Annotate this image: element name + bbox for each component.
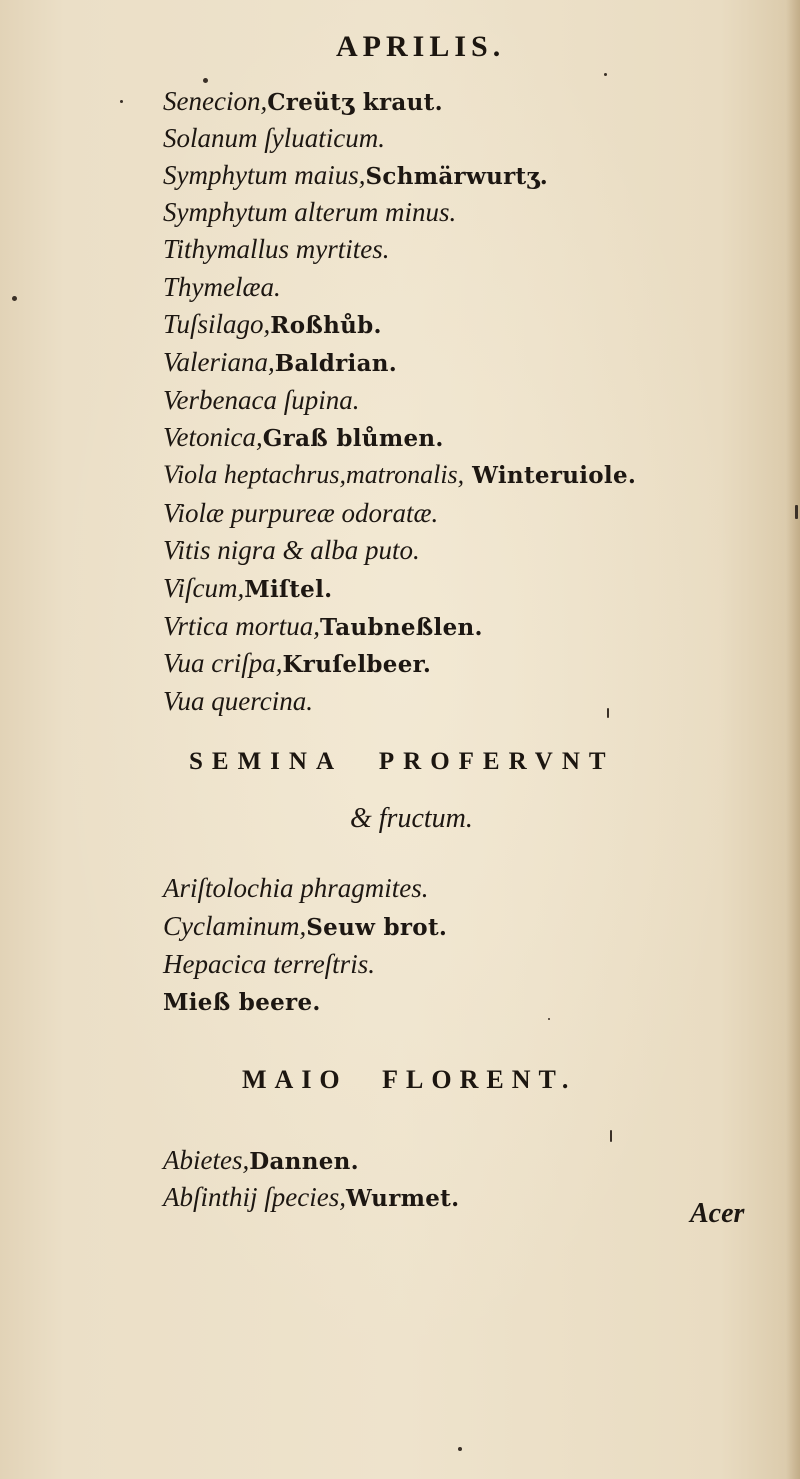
plant-entry <box>163 268 281 306</box>
subheading-text: & fructum. <box>350 803 473 834</box>
latin-name: Viola heptachrus,matronalis, <box>163 460 465 489</box>
running-title: APRILIS. <box>336 30 506 63</box>
plant-entry <box>163 607 483 645</box>
german-name: Creütʒ kraut. <box>267 89 443 116</box>
section-heading-semina: SEMINA PROFERVNT <box>189 748 615 775</box>
plant-entry <box>163 82 443 120</box>
ink-speck <box>604 73 607 76</box>
latin-name: Ariſtolochia phragmites. <box>163 873 429 903</box>
german-name: Miſtel. <box>244 576 333 603</box>
latin-name: Hepacica terreſtris. <box>163 949 375 979</box>
latin-name: Abietes, <box>163 1145 250 1175</box>
german-name: Roßhůb. <box>270 312 382 339</box>
plant-entry <box>163 381 359 419</box>
plant-entry <box>163 644 431 682</box>
ink-speck <box>120 100 123 103</box>
latin-name: Symphytum maius, <box>163 160 366 190</box>
latin-name: Vua criſpa, <box>163 648 283 678</box>
latin-name: Tithymallus myrtites. <box>163 234 390 264</box>
plant-entry <box>163 531 420 569</box>
latin-name: Vrtica mortua, <box>163 611 320 641</box>
german-name: Taubneßlen. <box>320 614 483 641</box>
latin-name: Tuſsilago, <box>163 309 271 339</box>
german-name: Graß blůmen. <box>262 425 444 452</box>
plant-entry <box>163 193 456 231</box>
latin-name: Abſinthij ſpecies, <box>163 1182 346 1212</box>
plant-entry <box>163 305 382 343</box>
latin-name: Vua quercina. <box>163 686 313 716</box>
german-name: Winteruiole. <box>472 462 637 489</box>
plant-entry <box>163 418 444 456</box>
latin-name: Thymelæa. <box>163 272 281 302</box>
ink-speck <box>795 505 798 519</box>
german-name: Schmärwurtʒ. <box>365 163 549 190</box>
plant-entry <box>163 982 321 1020</box>
plant-entry <box>163 343 397 381</box>
latin-name: Viſcum, <box>163 573 245 603</box>
plant-entry <box>163 456 636 494</box>
section-heading-maio: MAIO FLORENT. <box>242 1065 577 1094</box>
ink-speck <box>610 1130 612 1142</box>
plant-entry <box>163 907 447 945</box>
latin-name: Valeriana, <box>163 347 275 377</box>
ink-speck <box>458 1447 462 1451</box>
plant-entry <box>163 1141 359 1179</box>
latin-name: Solanum ſyluaticum. <box>163 123 385 153</box>
catchword: Acer <box>690 1198 745 1229</box>
plant-entry <box>163 494 438 532</box>
latin-name: Senecion, <box>163 86 268 116</box>
page-edge-shadow <box>786 0 800 1479</box>
ink-speck <box>548 1018 550 1020</box>
plant-entry <box>163 230 390 268</box>
latin-name: Violæ purpureæ odoratæ. <box>163 498 439 528</box>
plant-entry <box>163 156 548 194</box>
latin-name: Vitis nigra & alba puto. <box>163 535 420 565</box>
latin-name: Symphytum alterum minus. <box>163 197 457 227</box>
ink-speck <box>12 296 17 301</box>
german-name: Dannen. <box>249 1148 359 1175</box>
german-name: Mieß beere. <box>163 989 321 1016</box>
german-name: Wurmet. <box>345 1185 460 1212</box>
latin-name: Verbenaca ſupina. <box>163 385 360 415</box>
ink-speck <box>607 708 609 718</box>
german-name: Seuw brot. <box>306 914 448 941</box>
plant-entry <box>163 945 375 983</box>
latin-name: Cyclaminum, <box>163 911 307 941</box>
german-name: Baldrian. <box>274 350 398 377</box>
section-subheading <box>350 800 473 838</box>
plant-entry <box>163 682 313 720</box>
plant-entry <box>163 569 332 607</box>
german-name: Kruſelbeer. <box>282 651 432 678</box>
plant-entry <box>163 1178 459 1216</box>
plant-entry <box>163 119 385 157</box>
latin-name: Vetonica, <box>163 422 263 452</box>
plant-entry <box>163 869 429 907</box>
